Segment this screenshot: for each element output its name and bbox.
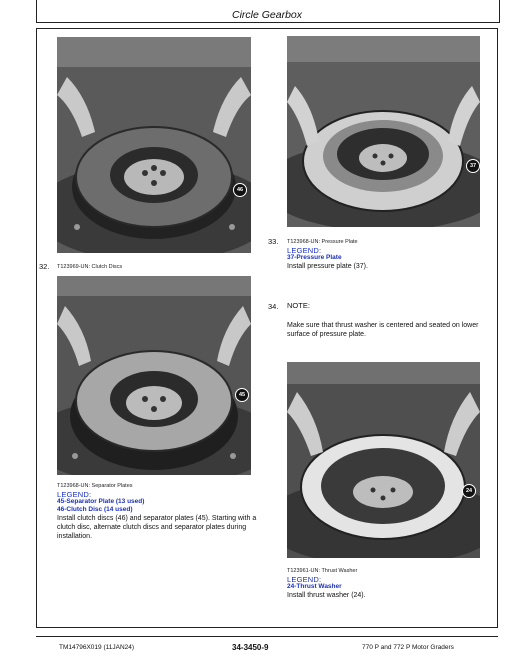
footer-model: 770 P and 772 P Motor Graders: [362, 644, 454, 651]
step-34-note-label: NOTE:: [287, 301, 310, 310]
step-33-caption: T123968-UN: Pressure Plate: [287, 239, 358, 245]
thrust-washer-instruction: Install thrust washer (24).: [287, 592, 366, 599]
thrust-washer-photo: [287, 362, 480, 558]
thrust-washer-caption: T123961-UN: Thrust Washer: [287, 568, 358, 574]
thrust-washer-legend-title: LEGEND:: [287, 575, 322, 584]
step-33-number: 33.: [268, 237, 279, 246]
step-32-number: 32.: [39, 262, 50, 271]
separator-caption: T123968-UN: Separator Plates: [57, 483, 133, 489]
pressure-plate-photo: [287, 36, 480, 227]
separator-instruction: Install clutch discs (46) and separator plates (45). Starting with a clutch disc, alternate clutch discs and separator plates during installation.: [57, 515, 257, 540]
step-34-note-text: Make sure that thrust washer is centered and seated on lower surface of pressure plate.: [287, 322, 479, 338]
separator-plates-photo: [57, 276, 251, 475]
step-32-caption: T123969-UN: Clutch Discs: [57, 264, 123, 270]
footer-rule: [36, 636, 498, 637]
step-33-legend-item: 37-Pressure Plate: [287, 254, 342, 261]
footer-page-number: 34-3450-9: [232, 643, 269, 652]
thrust-washer-legend-item: 24-Thrust Washer: [287, 583, 342, 590]
callout-37: 37: [466, 159, 480, 173]
footer-doc-id: TM14796X019 (11JAN24): [59, 644, 135, 651]
clutch-discs-photo: [57, 37, 251, 253]
separator-legend-item-45: 45-Separator Plate (13 used): [57, 498, 145, 505]
step-34-number: 34.: [268, 302, 279, 311]
page-title: Circle Gearbox: [231, 9, 303, 21]
callout-46: 46: [233, 183, 247, 197]
callout-45: 45: [235, 388, 249, 402]
separator-legend-item-46: 46-Clutch Disc (14 used): [57, 506, 133, 513]
step-33-legend-title: LEGEND:: [287, 246, 322, 255]
separator-legend-title: LEGEND:: [57, 490, 92, 499]
callout-24: 24: [462, 484, 476, 498]
step-33-instruction: Install pressure plate (37).: [287, 263, 368, 270]
